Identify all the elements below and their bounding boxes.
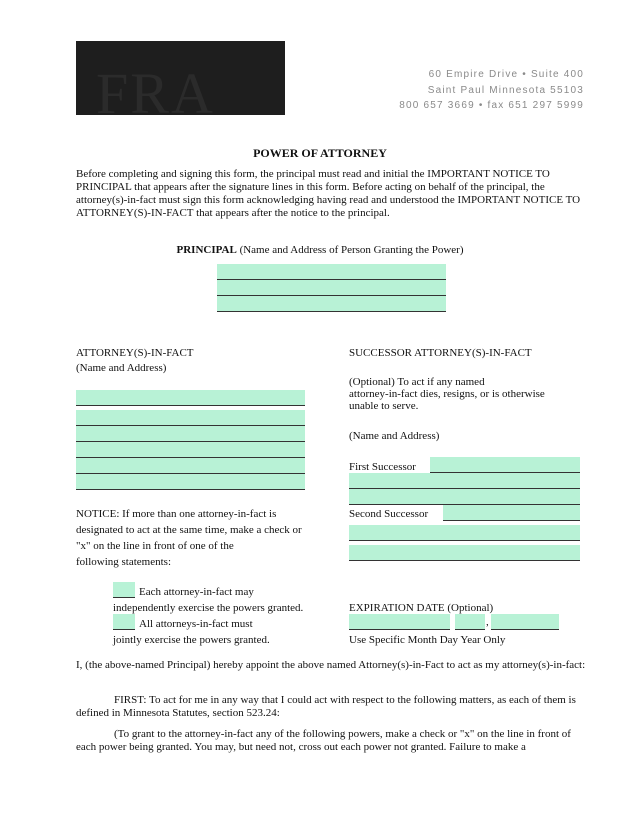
logo-text: FRA [96, 61, 215, 115]
address-line-2: Saint Paul Minnesota 55103 [427, 85, 584, 96]
page-title: POWER OF ATTORNEY [253, 146, 387, 160]
principal-label: PRINCIPAL [176, 244, 237, 256]
principal-field-2[interactable] [217, 280, 446, 296]
expiration-label: EXPIRATION DATE (Optional) [349, 602, 494, 614]
expiration-hint: Use Specific Month Day Year Only [349, 634, 506, 646]
all-option-line-2: jointly exercise the powers granted. [113, 634, 270, 646]
successor-heading: SUCCESSOR ATTORNEY(S)-IN-FACT [349, 347, 532, 359]
attorney-heading: ATTORNEY(S)-IN-FACT [76, 347, 194, 359]
attorney-field-3[interactable] [76, 426, 305, 442]
second-successor-field-2[interactable] [349, 525, 580, 541]
notice-line-3: "x" on the line in front of one of the [76, 540, 234, 552]
each-option-line-1: Each attorney-in-fact may [139, 586, 254, 598]
company-logo [76, 41, 285, 115]
all-jointly-checkbox[interactable] [113, 614, 135, 630]
notice-line-4: following statements: [76, 556, 172, 568]
second-successor-label: Second Successor [349, 508, 429, 520]
all-option-line-1: All attorneys-in-fact must [139, 618, 253, 630]
successor-name-address: (Name and Address) [349, 430, 440, 442]
attorney-field-6[interactable] [76, 474, 305, 490]
attorney-field-1[interactable] [76, 390, 305, 406]
expiration-comma: , [486, 616, 489, 628]
expiration-day-field[interactable] [455, 614, 485, 630]
second-successor-field-3[interactable] [349, 545, 580, 561]
principal-field-3[interactable] [217, 296, 446, 312]
address-line-1: 60 Empire Drive • Suite 400 [428, 69, 584, 80]
each-independent-checkbox[interactable] [113, 582, 135, 598]
first-successor-label: First Successor [349, 461, 416, 473]
principal-field-1[interactable] [217, 264, 446, 280]
attorney-field-5[interactable] [76, 458, 305, 474]
notice-line-1: NOTICE: If more than one attorney-in-fact is [76, 508, 277, 520]
intro-paragraph: Before completing and signing this form, the principal must read and initial the IMPORTANT NOTICE TO PRINCIPAL that appears after the signature lines in this form. Before acting on behalf of the principal, the attorney(s)-in-fact must sign this form acknowledging having read and understood the IMPORTANT NOTICE TO ATTORNEY(S)-IN-FACT that appears after the notice to the principal. [76, 168, 581, 219]
each-option-line-2: independently exercise the powers granted. [113, 602, 304, 614]
appoint-paragraph: I, (the above-named Principal) hereby appoint the above named Attorney(s)-in-Fact to act as my attorney(s)-in-fact: [76, 659, 586, 671]
first-successor-field-3[interactable] [349, 489, 580, 505]
attorney-field-2[interactable] [76, 410, 305, 426]
expiration-year-field[interactable] [491, 614, 559, 630]
successor-optional-3: unable to serve. [349, 400, 419, 412]
successor-optional-1: (Optional) To act if any named [349, 376, 485, 388]
expiration-month-field[interactable] [349, 614, 450, 630]
second-successor-field-1[interactable] [443, 505, 580, 521]
attorney-subheading: (Name and Address) [76, 362, 167, 374]
successor-optional-2: attorney-in-fact dies, resigns, or is otherwise [349, 388, 545, 400]
notice-line-2: designated to act at the same time, make a check or [76, 524, 302, 536]
first-successor-field-1[interactable] [430, 457, 580, 473]
first-paragraph: FIRST: To act for me in any way that I could act with respect to the following matters, as each of them is defined in Minnesota Statutes, section 523.24: [76, 694, 576, 719]
principal-hint: (Name and Address of Person Granting the Power) [236, 244, 464, 256]
address-line-3: 800 657 3669 • fax 651 297 5999 [399, 100, 584, 111]
attorney-field-4[interactable] [76, 442, 305, 458]
grant-paragraph: (To grant to the attorney-in-fact any of the following powers, make a check or "x" on the line in front of each power being granted. You may, but need not, cross out each power not granted. Failure to make a [76, 728, 571, 753]
principal-heading [0, 244, 640, 257]
first-successor-field-2[interactable] [349, 473, 580, 489]
